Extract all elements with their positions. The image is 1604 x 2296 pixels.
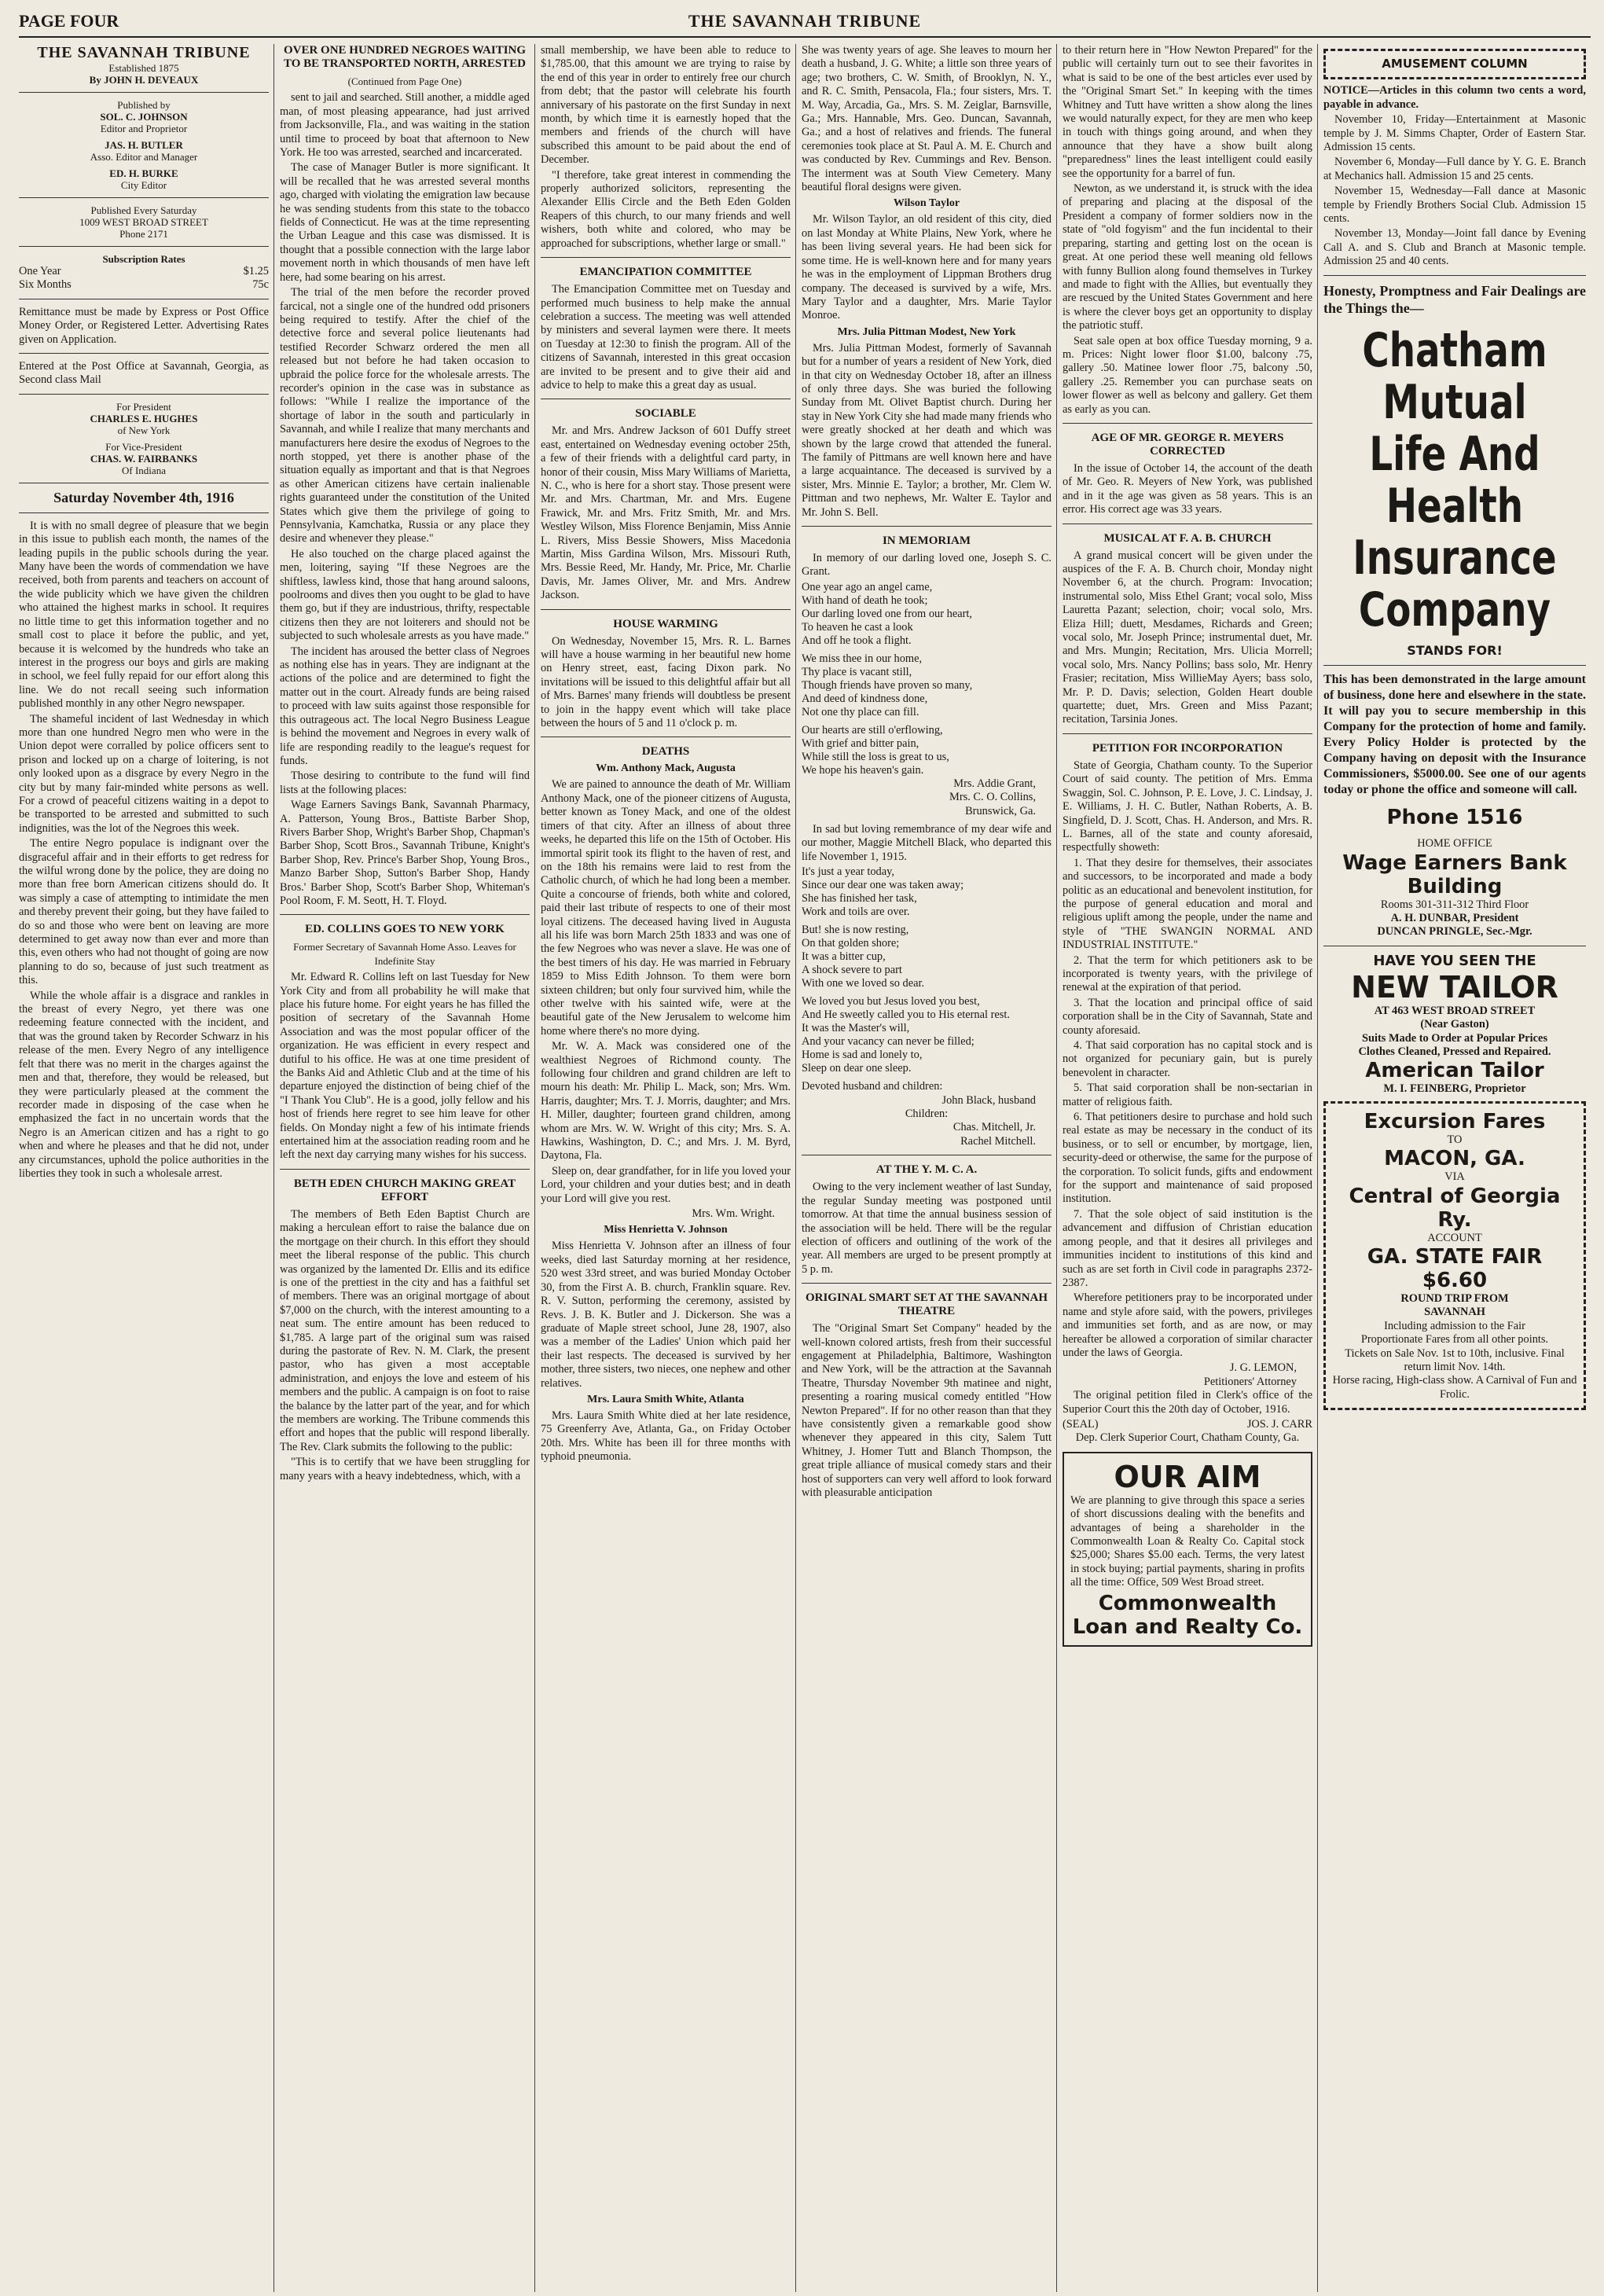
chatham-mutual-ad: Chatham Mutual Life And Health Insurance Company (1353, 322, 1557, 637)
article-headline: ORIGINAL SMART SET AT THE SAVANNAH THEATRE (805, 1291, 1048, 1318)
vp-name: CHAS. W. FAIRBANKS (90, 452, 198, 465)
article-headline: OVER ONE HUNDRED NEGROES WAITING TO BE TRANSPORTED NORTH, ARRESTED (283, 44, 527, 70)
assoc-editor: JAS. H. BUTLER (105, 139, 183, 151)
article-paragraph: Wherefore petitioners pray to be incorporated under name and style afore said, with the powers, privileges and immunities set forth, and as are now, or may hereafter be allowed a corporation of similar character under the laws of Georgia. (1063, 1291, 1312, 1359)
office-phone: Phone 2171 (119, 228, 168, 240)
issue-date: Saturday November 4th, 1916 (53, 489, 234, 505)
verse-line: One year ago an angel came, (802, 580, 933, 593)
verse-line: Not one thy place can fill. (802, 705, 919, 718)
article-paragraph: Newton, as we understand it, is struck with the idea of preparing and placing at the disposal of the President a company of former soldiers now in the state of "old fogyism" and the fun incidental to their preparing, starting and getting lost on the ocean is great. At one period these well meaning old fellows with funny Bullion along found themselves in Turkey and made to fight with the Allies, but eventually they are rescued by the United States Government and here is where the clever boys get an opportunity to display the patriotic stuff. (1063, 182, 1312, 332)
article-paragraph: The case of Manager Butler is more significant. It will be recalled that he was arrested several months ago, charged with violating the emigration law because he was sending students from this state to the tobacco fields of Connecticut. He was at the time representing the Urban League and this case was dismissed. It is thought that a possible connection with the large labor movement north in which thousands of men have left here, had some bearing on his arrest. (280, 161, 530, 284)
vp-state: Of Indiana (122, 464, 166, 476)
ad-company: Commonwealth Loan and Realty Co. (1072, 1591, 1303, 1639)
article-headline: AGE OF MR. GEORGE R. MEYERS CORRECTED (1091, 431, 1284, 457)
article-paragraph: Mr. Edward R. Collins left on last Tuesday for New York City and from all probability he will make that place his future home. For eight years he has filled the position of secretary of the Savannah Home Association and was the most popular officer of the organization. He was efficient in every respect and dutiful to his office. He was at one time president of the Banks Aid and Athletic Club and at the time of his departure enjoyed the distinction of being chief of the "I Thank You Club". He is a good, jolly fellow and his host of friends here regret to see him leave for other fields. On Monday night a few of his intimate friends entertained him at the association reading room and he left the next day carrying many wishes for his success. (280, 971, 530, 1162)
column-1 (19, 44, 269, 2292)
signature: Rachel Mitchell. (960, 1134, 1036, 1148)
masthead-name: THE SAVANNAH TRIBUNE (37, 44, 251, 61)
excursion-fares-ad: Excursion Fares TO MACON, GA. VIA Central of Georgia Ry. ACCOUNT GA. STATE FAIR $6.60 ROUND TRIP FROM SAVANNAH Including admission to the Fair Proportionate Fares from all other points. Tickets on Sale Nov. 1st to 10th, inclusive. Final return limit Nov. 14th. Horse racing, High-class show. A Carnival of Fun and Frolic. (1323, 1101, 1586, 1410)
article-paragraph: A grand musical concert will be given under the auspices of the F. A. B. Church choir, Monday night November 6, at the church. Program: Invocation; instrumental solo, Miss Ethel Grant; vocal solo, Miss Lauretta Pazant; selection, choir; vocal solo, Mrs. Eliza Hill; duett, Mesdames, Richards and Green; vocal solo, Mr. Joseph Prince; instrumental duet, Mr. and Mrs. Mungin; Recitation, Mrs. Ulicia Morrell; vocal solo, Mrs. Nancy Pollins; bass solo, Mr. Henry Frasier; recitation, Miss WillieMay Ayers; bass solo, Mr. P. D. Davis; selection, Golden Heart double quartette; duet, Mrs. Green and Miss Pazant; recitation, Tarsinia Jones. (1063, 549, 1312, 726)
obituary-name: Mrs. Laura Smith White, Atlanta (587, 1393, 744, 1405)
article-paragraph: The "Original Smart Set Company" headed by the well-known colored artists, fresh from their successful engagement at Philadelphia, Baltimore, Washington and New York, will be the attraction at the Savannah Theatre, Thursday November 9th matinee and night, presenting a roaring musical comedy entitled "How Newton Prepared". If for no other reason than that they have consistently given a remarkable good show whenever they appeared in this city, Salem Tutt Whitney, J. Homer Tutt and Blanch Thompson, the great triple alliance of musical comedy stars and their host of supporters can very well afford to look forward with pleasurable anticipation (802, 1322, 1052, 1499)
signature: Mrs. Addie Grant, (953, 777, 1036, 790)
article-paragraph: Miss Henrietta V. Johnson after an illness of four weeks, died last Saturday morning at her residence, 520 west 33rd street, and was buried Monday October 30, from the First A. B. church, Franklin square. Rev. R. V. Sutton, performing the ceremony, assisted by Revs. J. B. K. Butler and J. Dickerson. She was a graduate of Maple street school, June 28, 1907, also was a member of the Ladies' Union which paid her their last respects. The deceased is survived by her mother, three sisters, two nieces, one nephew and other relatives. (541, 1240, 791, 1390)
article-paragraph: Wage Earners Savings Bank, Savannah Pharmacy, A. Patterson, Young Bros., Battiste Barber Shop, Rivers Barber Shop, Wright's Barber Shop, Chapman's Barber Shop, Scott Bros., Savannah Tribune, Knight's Barber Shop, Rev. Prince's Barber Shop, Young Bros., Manzo Barber Shop, Sutton's Barber Shop, Handy Bros.' Barber Shop, Scott's Barber Shop, Whiteman's Pool Room, F. M. Seott, H. T. Floyd. (280, 799, 530, 907)
founder-line: By JOHN H. DEVEAUX (89, 74, 199, 86)
wage-earners-title: Wage Earners Bank (1342, 850, 1567, 875)
stands-for: STANDS FOR! (1407, 642, 1503, 658)
memorial-verse (802, 865, 1052, 919)
verse-line: Home is sad and lonely to, (802, 1049, 923, 1062)
article-paragraph: Owing to the very inclement weather of last Sunday, the regular Sunday meeting was postponed until tomorrow. At that time the annual business session of the association will be held. There will be the regular election of officers and outlining of the work of the year. All members are urged to be present promptly at 5 p. m. (802, 1181, 1052, 1276)
bank-president: A. H. DUNBAR, President (1390, 911, 1519, 924)
ad-text: We are planning to give through this space a series of short discussions dealing with the benefits and advantages of being a shareholder in the Commonwealth Loan & Realty Co. Capital stock $25,000; Shares $5.00 each. Terms, the very latest in stock buying; partial payments, sharing in profits all the time: Office, 509 West Broad street. (1070, 1493, 1305, 1589)
chatham-phone: Phone 1516 (1386, 806, 1523, 830)
obituary-name: Wm. Anthony Mack, Augusta (596, 762, 736, 775)
verse-line: With hand of death he took; (802, 593, 928, 607)
ad-title: OUR AIM (1114, 1459, 1261, 1494)
article-paragraph: Mrs. Julia Pittman Modest, formerly of Savannah but for a number of years a resident of New York, died in that city on Wednesday October 18, after an illness of only three days. She was buried the following Sunday from Mt. Olivet Baptist church. During her stay in New York City she had made many friends who were greatly shocked at her death and which was shown by the large crowd that attended the funeral. The family of Pittmans are well known here and have a large acquaintance. The deceased is survived by a sister, Mrs. Minnie E. Taylor; a brother, Mr. Clem W. Pittman and two nephews, Mr. Walter E. Taylor and Mr. John S. Bell. (802, 341, 1052, 519)
column-4 (802, 44, 1052, 2292)
verse-line: Thy place is vacant still, (802, 665, 912, 678)
article-headline: SOCIABLE (635, 407, 696, 421)
article-paragraph: The trial of the men before the recorder proved farcical, not a single one of the hundred odd prisoners being required to testify. After the chief of the detective force and several police lieutenants had testified Recorder Schwarz ordered the men all released but not before he had taken occasion to upbraid the police force for the wholesale arrests. The recorder's opinion in the case was in substance as follows: "While I realize the importance of the shortage of labor in the south and particularly in Savannah, and while I realize that many merchants and manufacturers here desire the exodus of Negroes to the north stopped, yet there is another phase of the situation equally as important and that is that Negroes as other American citizens have certain inalienable rights guaranteed under the constitution of the United States which give them the privilege of going to Pennsylvania, Kamchatka, Russia or any place they desire and whenever they please." (280, 286, 530, 546)
editorial-paragraph: While the whole affair is a disgrace and rankles in the breast of every Negro, yet there was one redeeming feature connected with the incident, and that was the ground taken by Recorder Schwarz in his release of the men. Every Negro of any intelligence felt that there was no merit in the charges against the men and that, therefore, they would be released, but they were particularly pleased at the comment the recorder made in disposing of the case when he emphasized the fact in no uncertain words that the Negro is an American citizen and has a right to go when and where he pleases and that he did not, under any circumstances, uphold the police authorities in the liberties they took in such a wholesale arrest. (19, 989, 269, 1180)
verse-line: And deed of kindness done, (802, 692, 928, 705)
article-subhead: Former Secretary of Savannah Home Asso. Leaves for Indefinite Stay (293, 941, 516, 967)
signature: J. G. LEMON, (1229, 1361, 1297, 1375)
column-3 (541, 44, 791, 2292)
verse-line: We hope his heaven's gain. (802, 763, 924, 777)
column-5 (1063, 44, 1312, 2292)
publisher-title: Editor and Proprietor (100, 123, 188, 134)
our-aim-ad (1063, 1452, 1312, 1647)
event-listing: November 15, Wednesday—Fall dance at Masonic temple by Friendly Brothers Social Club. Admission 15 cents. (1323, 185, 1586, 226)
verse-line: It's just a year today, (802, 865, 894, 879)
article-paragraph: In memory of our darling loved one, Joseph S. C. Grant. (802, 552, 1052, 579)
signature: Devoted husband and children: (802, 1080, 943, 1093)
memorial-verse (802, 724, 1052, 777)
article-headline: EMANCIPATION COMMITTEE (579, 266, 752, 279)
signature: John Black, husband (941, 1093, 1036, 1107)
verse-line: Sleep on dear one sleep. (802, 1062, 912, 1075)
established-line: Established 1875 (108, 62, 179, 74)
article-headline: IN MEMORIAM (882, 535, 971, 547)
memorial-verse (802, 995, 1052, 1075)
article-paragraph: She was twenty years of age. She leaves to mourn her death a husband, J. G. White; a little son three years of age; two brothers, C. W. Smith, of Brooklyn, N. Y., and R. C. Smith, Pensacola, Fla.; four sisters, Mrs. T. M. Way, Arcadia, Ga., Mrs. S. M. Zeiglar, Barnsville, Ga.; Mrs. Hannable, Mrs. Geo. Duncan, Savannah, Ga.; and a host of relatives and friends. The funeral ceremonies took place at St. Paul A. M. E. Church and was conducted by Rev. Cummings and Rev. Benson. The interment was at South View Cemetery. Many beautiful floral designs were given. (802, 44, 1052, 194)
assoc-editor-title: Asso. Editor and Manager (90, 151, 198, 163)
article-paragraph: small membership, we have been able to reduce to $1,785.00, that this amount we are trying to raise by the end of this year in order to entirely free our church from debt; that the pastor will celebrate his fourth anniversary of his pastorate on the first Sunday in next month, by which time it is earnestly hoped that the members and friends of the church will have subscribed this amount to be paid about the end of December. (541, 44, 791, 167)
signature: Chas. Mitchell, Jr. (952, 1121, 1036, 1134)
article-paragraph: The Emancipation Committee met on Tuesday and performed much business to help make the annual celebration a success. The meeting was well attended by ministers and several laymen were there. It meets on Tuesday at 12:30 to finish the program. All of the citizens of Savannah, interested in this great occasion are invited to be present and to give their aid and advice to help to make this a great day as usual. (541, 283, 791, 391)
verse-line: Our hearts are still o'erflowing, (802, 723, 943, 737)
article-paragraph: State of Georgia, Chatham county. To the Superior Court of said county. The petition of Mrs. Emma Swaggin, Sol. C. Johnson, P. E. Love, J. C. Lindsay, J. E. Williams, J. H. C. Butler, Nathan Roberts, A. B. Singfield, D. J. Scott, Chas. H. Anderson, and Mrs. R. L. Barnes, all of the state and county aforesaid, respectfully showeth: (1063, 759, 1312, 854)
editorial-paragraph: It is with no small degree of pleasure that we begin in this issue to publish each month, the names of the leading pupils in the public schools during the year. Many have been the words of commendation we have received, both from parents and teachers on account of the wide publicity which we have given the children who attained the highest marks in school. It requires no little time to get this information together and no small cost to place it before the public, and yet, because it is welcomed by the hundreds who take an interest in the progress our boys and girls are making in school, we feel fully repaid for our effort along this line. We do not recall seeing such information published monthly in any other Negro newspaper. (19, 519, 269, 711)
verse-line: And off he took a flight. (802, 634, 912, 647)
verse-line: Our darling loved one from our heart, (802, 607, 972, 620)
remittance-notice: Remittance must be made by Express or Post Office Money Order, or Registered Letter. Advertising Rates given on Application. (19, 305, 269, 346)
verse-line: It was a bitter cup, (802, 950, 886, 964)
article-headline: BETH EDEN CHURCH MAKING GREAT EFFORT (293, 1177, 516, 1203)
article-paragraph: Sleep on, dear grandfather, for in life you loved your Lord, your children and your duties best; and in death your Lord will give you rest. (541, 1164, 791, 1205)
obituary-name: Mrs. Julia Pittman Modest, New York (837, 325, 1016, 338)
verse-line: Work and toils are over. (802, 906, 910, 919)
article-paragraph: Mr. W. A. Mack was considered one of the wealthiest Negroes of Richmond county. The following four children and grand children are left to mourn his death: Mr. Philip L. Mack, son; Mrs. Wm. Harris, daughter; Mrs. T. J. Morris, daughter; and Mrs. H. Miller, daughter; fourteen grand children, among whom are Mrs. W. W. Wright of this city; Mrs. S. A. Hawkins, Washington, D. C.; and Mrs. J. M. Byrd, Daytona, Fla. (541, 1040, 791, 1163)
article-paragraph: 5. That said corporation shall be non-sectarian in matter of religious faith. (1063, 1082, 1312, 1108)
clerk-line: (SEAL) JOS. J. CARR (1063, 1417, 1312, 1431)
rate-six-months: Six Months 75c (19, 278, 269, 292)
article-paragraph: He also touched on the charge placed against the men, loitering, saying "If these Negroes are the shiftless, lawless kind, those that hang around saloons, poolrooms and dives then you ought to be glad to have them go, but if they are industrious, thrifty, respectable citizens then they are not loiterers and should not be subjected to such wholesale arrests as you have made." (280, 547, 530, 643)
page-header (19, 6, 1591, 38)
verse-line: We miss thee in our home, (802, 652, 923, 665)
article-paragraph: The original petition filed in Clerk's office of the Superior Court this the 20th day of October, 1916. (1063, 1389, 1312, 1416)
publisher-name: SOL. C. JOHNSON (100, 111, 188, 123)
chatham-text: This has been demonstrated in the large amount of business, done here and elsewhere in the state. It will pay you to secure membership in this Company for the protection of home and family. Every Policy Holder is protected by the Company having on deposit with the Insurance Commissioners, $5000.00. See one of our agents today or phone the office and someone will call. (1323, 673, 1586, 797)
signature: Petitioners' Attorney (1203, 1375, 1297, 1388)
verse-line: A shock severe to part (802, 964, 902, 977)
amusement-column (1323, 49, 1586, 79)
article-paragraph: The members of Beth Eden Baptist Church are making a herculean effort to raise the balance due on the mortgage on their church. In this effort they should meet the liberal response of the public. This church was organized by the lamented Dr. Ellis and its edifice is one of the prettiest in the city and has a faithful set of members. There was an original mortgage of about $7,000 on the church, with the interest amounting to a neat sum. The entire amount has been reduced to $1,785. A large part of the original sum was raised during the pastorate of Rev. N. M. Clark, the present pastor, who has given a most acceptable administration, and enjoys the love and esteem of his members and the public. A campaign is on foot to raise the balance by the latter part of the year, and for which the members are working. The Tribune commends this effort and hopes that the public will respond liberally. The Rev. Clark submits the following to the public: (280, 1207, 530, 1453)
signature: Brunswick, Ga. (965, 804, 1036, 817)
office-address: 1009 WEST BROAD STREET (79, 216, 208, 228)
publish-schedule: Published Every Saturday (90, 204, 197, 216)
postal-notice: Entered at the Post Office at Savannah, Georgia, as Second class Mail (19, 360, 269, 387)
article-headline: ED. COLLINS GOES TO NEW YORK (305, 923, 505, 936)
article-paragraph: Seat sale open at box office Tuesday morning, 9 a. m. Prices: Night lower floor $1.00, balcony .75, gallery .50. Matinee lower floor .75, balcony .50, gallery .25. Remember you can purchase seats on lower flower as well as belcony and gallery. Get them as early as you can. (1063, 334, 1312, 416)
article-paragraph: The incident has aroused the better class of Negroes as nothing else has in years. They are indignant at the actions of the police and are determined to fight the matter out in the court. Already funds are being raised to proceed with law suits against those responsible for this outrageous act. The local Negro Business League is behind the movement and Negroes in every walk of life are responding readily to the league's request for funds. (280, 645, 530, 767)
rate-one-year: One Year $1.25 (19, 265, 269, 277)
obituary-name: Wilson Taylor (893, 197, 960, 210)
published-by: Published by (117, 99, 171, 111)
president-label: For President (116, 400, 171, 413)
event-listing: November 13, Monday—Joint fall dance by Evening Call A. and S. Club and Branch at Masonic temple. Admission 25 and 40 cents. (1323, 227, 1586, 268)
verse-line: With grief and bitter pain, (802, 737, 919, 750)
city-editor-title: City Editor (120, 179, 167, 191)
column-6 (1323, 44, 1586, 2292)
verse-line: And He sweetly called you to His eternal rest. (802, 1008, 1010, 1022)
verse-line: With one we loved so dear. (802, 977, 925, 990)
article-paragraph: Those desiring to contribute to the fund will find lists at the following places: (280, 770, 530, 796)
article-paragraph: 6. That petitioners desire to purchase and hold such real estate as may be necessary in the conduct of its business, or to sell or encumber, by mortgage, lien, security-deed or otherwise, the same for the purpose of the corporation. To solicit funds, gifts and endowment for the support and maintenance of said proposed institution. (1063, 1111, 1312, 1206)
page-number: PAGE FOUR (19, 11, 119, 31)
verse-line: Though friends have proven so many, (802, 678, 973, 692)
new-tailor-ad: HAVE YOU SEEN THE NEW TAILOR AT 463 WEST BROAD STREET (Near Gaston) Suits Made to Order at Popular Prices Clothes Cleaned, Pressed and Repaired. American Tailor M. I. FEINBERG, Proprietor (1351, 952, 1558, 1096)
wage-earners-title: Building (1407, 874, 1503, 898)
verse-line: And your vacancy can never be filled; (802, 1035, 975, 1049)
clerk-title: Dep. Clerk Superior Court, Chatham County, Ga. (1075, 1431, 1300, 1445)
rooms-line: Rooms 301-311-312 Third Floor (1380, 898, 1529, 911)
editorial-paragraph: The entire Negro populace is indignant over the disgraceful affair and in their efforts to get redress for the wilful wrong done by the police, they are doing no more than free born American citizens should do. It was simply a case of attempting to intimidate the men and thereby prevent their going, but they have failed to do so and those who were bent on leaving are more determined to get away now than ever and more than this, even others who had not thought of going are now planning to do so, because of just such treatment as this. (19, 837, 269, 987)
article-paragraph: 1. That they desire for themselves, their associates and successors, to be incorporated and made a body politic as an educational and benevolent institution, for the purpose of general education and moral and religious uplift among the people, under the name and style of "THE SWANGIN NORMAL AND INDUSTRIAL INSTITUTE." (1063, 856, 1312, 952)
article-headline: DEATHS (641, 745, 690, 759)
obituary-name: Miss Henrietta V. Johnson (604, 1224, 728, 1236)
article-paragraph: Mr. and Mrs. Andrew Jackson of 601 Duffy street east, entertained on Wednesday evening october 25th, a few of their friends with a delightful card party, in honor of their cousin, Miss Mary Williams of Marietta, N. C., who is here for a short stay. Those present were Mr. and Mrs. Chartman, Mr. and Mrs. Eugene Frawick, Mr. and Mrs. Fritz Smith, Mr. and Mrs. Westley Wilson, Miss Florence Benjamin, Miss Annie L. Rivers, Miss Bessie Showers, Miss Macedonia Martin, Miss Gardina Wilson, Mrs. Missouri Ruth, Mrs. Bessie Reed, Mr. Handy, Mr. Price, Mr. Charlie Davis, Mr. James Oliver, Mr. and Mrs. Andrew Jackson. (541, 424, 791, 602)
memorial-verse (802, 924, 1052, 990)
verse-line: Since our dear one was taken away; (802, 879, 964, 892)
bank-secretary: DUNCAN PRINGLE, Sec.-Mgr. (1377, 925, 1532, 939)
editorial-paragraph: The shameful incident of last Wednesday in which more than one hundred Negro men who were in the Union depot were corralled by police officers sent to prison and locked up on a charge of loitering, is not only looked upon as a disgrace by every Negro in the city but by many fair-minded white persons as well. For a crowd of peaceful citizens waiting in a depot to be transported to be arrested and submitted to such indignities, was the lot of the Negroes this week. (19, 712, 269, 835)
chatham-tagline: Honesty, Promptness and Fair Dealings are the Things the— (1323, 282, 1586, 316)
article-paragraph: On Wednesday, November 15, Mrs. R. L. Barnes will have a house warming in her beautiful new home on Henry street, east, facing Dixon park. No invitations will be issued to this delightful affair but all of Mrs. Barnes' many friends will doubtless be present to join in the happy event which will take place between the hours of 5 and 11 o'clock p. m. (541, 634, 791, 730)
event-listing: November 6, Monday—Full dance by Y. G. E. Branch at Mechanics hall. Admission 15 and 25 cents. (1323, 156, 1586, 182)
article-paragraph: 2. That the term for which petitioners ask to be incorporated is twenty years, with the privilege of renewal at the expiration of that period. (1063, 953, 1312, 994)
article-paragraph: We are pained to announce the death of Mr. William Anthony Mack, one of the pioneer citizens of Augusta, better known as Toney Mack, and one of the oldest timers of that city. After an illness of about three weeks, he departed this life on the 15th of October. His immortal spirit took its flight to the haven of rest, and on the 18th his remains were laid to rest from the Catholic church, of which he had long been a member. Quite a concourse of friends, both white and colored, paid their last tribute of respects to one of their most loyal citizens. The deceased having lived in Augusta all his life was born March 25th 1833 and was one of the few Negroes who was never a slave. He was one of the best timers of his day. He was married in February 1859 to Miss Edith Johnson. To them were born sixteen children; but only four survived him, while the other twelve with his sainted wife, were at the beautiful gate of the New Jerusalem to welcome him home where there's no more dying. (541, 778, 791, 1038)
verse-line: It was the Master's will, (802, 1022, 910, 1035)
amusement-notice: NOTICE—Articles in this column two cents a word, payable in advance. (1323, 84, 1586, 111)
article-paragraph: "This is to certify that we have been struggling for many years with a heavy indebtedness, which, with a (280, 1456, 530, 1482)
running-masthead: THE SAVANNAH TRIBUNE (688, 11, 922, 31)
signature: Mrs. Wm. Wright. (692, 1207, 775, 1221)
article-headline: PETITION FOR INCORPORATION (1092, 741, 1283, 755)
article-paragraph: sent to jail and searched. Still another, a middle aged man, of most pleasing appearance, had just arrived from Jacksonville, Fla., and was waiting in the station until time to proceed by boat that afternoon to New York. He too was arrested, searched and incarcerated. (280, 91, 530, 160)
verse-line: But! she is now resting, (802, 924, 909, 937)
city-editor: ED. H. BURKE (109, 167, 178, 179)
event-listing: November 10, Friday—Entertainment at Masonic temple by J. M. Simms Chapter, Order of Eastern Star. Admission 15 cents. (1323, 113, 1586, 154)
memorial-verse (802, 652, 1052, 719)
verse-line: She has finished her task, (802, 892, 917, 906)
president-state: of New York (117, 424, 171, 436)
article-headline: HOUSE WARMING (613, 617, 718, 630)
article-paragraph: 4. That said corporation has no capital stock and is not organized for pecuniary gain, but is purely benevolent in character. (1063, 1039, 1312, 1079)
article-paragraph: 7. That the sole object of said institution is the advancement and diffusion of Christian education among people, and that it desires all privileges and immunities incident to institutions of this kind and such as are set forth in Civil code in paragraphs 2372-2387. (1063, 1207, 1312, 1289)
article-headline: MUSICAL AT F. A. B. CHURCH (1103, 531, 1272, 545)
article-paragraph: Mr. Wilson Taylor, an old resident of this city, died on last Monday at White Plains, New York, where he has been living several years. He had been sick for some time. He is well-known here and for many years he was in the employment of Lippman Brothers drug company. The deceased is survived by a wife, Mrs. Mary Taylor and a daughter, Mrs. Marie Taylor Monroe. (802, 213, 1052, 322)
subscription-heading: Subscription Rates (102, 253, 185, 265)
article-paragraph: "I therefore, take great interest in commending the properly authorized solicitors, representing the Alexander Ellis Circle and the Beth Eden Golden Reapers of this church, to our many friends and well wishers, both white and colored, who may be approached for subscriptions, whether large or small." (541, 168, 791, 250)
article-paragraph: 3. That the location and principal office of said corporation shall be in the City of Savannah, State and county aforesaid. (1063, 996, 1312, 1037)
signature: Mrs. C. O. Collins, (949, 791, 1036, 804)
president-name: CHARLES E. HUGHES (90, 412, 198, 424)
column-2 (280, 44, 530, 2292)
verse-line: To heaven he cast a look (802, 620, 913, 634)
verse-line: We loved you but Jesus loved you best, (802, 995, 980, 1008)
verse-line: While still the loss is great to us, (802, 750, 949, 763)
vp-label: For Vice-President (105, 440, 182, 453)
article-paragraph: In the issue of October 14, the account of the death of Mr. Geo. R. Meyers of New York, was published and in it the age was given as 58 years. This is an error. His correct age was 33 years. (1063, 461, 1312, 516)
home-office-label: HOME OFFICE (1417, 837, 1492, 850)
verse-line: On that golden shore; (802, 937, 900, 950)
article-paragraph: In sad but loving remembrance of my dear wife and our mother, Maggie Mitchell Black, who departed this life November 1, 1915. (802, 823, 1052, 863)
continued-note: (Continued from Page One) (347, 75, 462, 87)
memorial-verse (802, 581, 1052, 648)
article-paragraph: Mrs. Laura Smith White died at her late residence, 75 Greenferry Ave, Atlanta, Ga., on Friday October 20th. Mrs. White has been ill for three months with typhoid pneumonia. (541, 1409, 791, 1464)
article-headline: AT THE Y. M. C. A. (875, 1163, 978, 1177)
signature: Children: (905, 1108, 949, 1121)
amusement-title: AMUSEMENT COLUMN (1382, 57, 1528, 71)
article-paragraph: to their return here in "How Newton Prepared" for the public will certainly turn out to see their favorites in what is said to be one of the best articles ever used by the "Original Smart Set." In keeping with the times Whitney and Tutt have written a show along the lines we would naturally expect, for they are men who keep in touch with things going around, and when they announce that they have a show built along "preparedness" lines the least intelligent could easily see the opportunity for a barrel of fun. (1063, 44, 1312, 180)
